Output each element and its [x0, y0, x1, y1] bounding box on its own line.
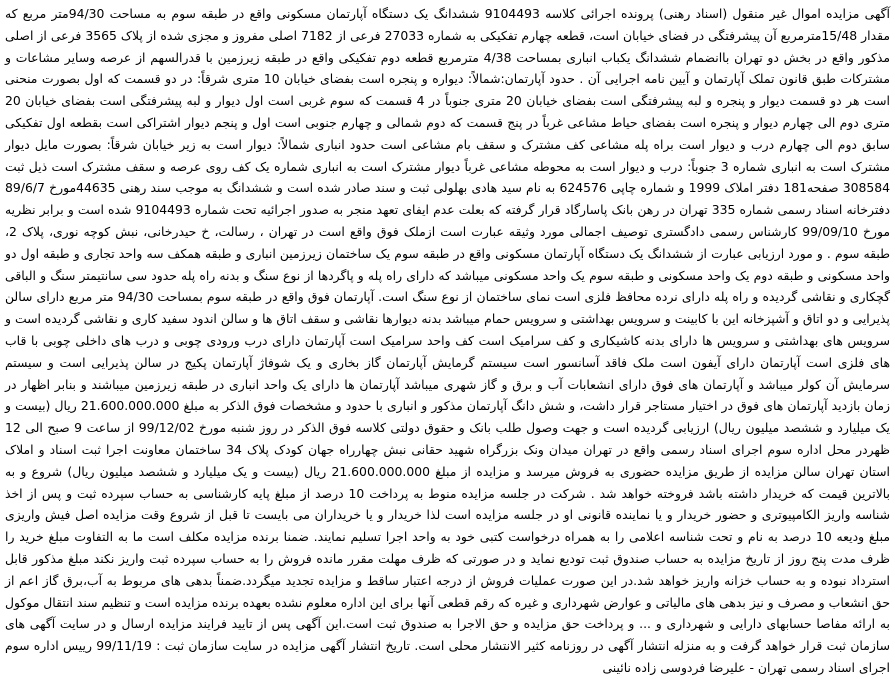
auction-notice-text: آگهی مزایده اموال غیر منقول (اسناد رهنی) پرونده اجرائی کلاسه 9104493 ششدانگ یک دستگاه آپارتمان مسکونی واقع در طبقه سوم به مساحت 94/30متر مربع که مقدار 15/48مترمربع آن پیشرفتگی در فضای خیابان است، قطعه چهارم تفکیکی به شماره 27033 فرعی از 7182 اصلی مفروز و مجزی شده از پلاک 3565 فرعی از اصلی مذکور واقع در بخش دو تهران باانضمام ششدانگ یکباب انباری بمساحت 4/38 مترمربع قطعه دوم تفکیکی واقع در طبقه زیرزمین با قدرالسهم از عرصه وسایر مشاعات و مشترکات طبق قانون تملک آپارتمان و آیین نامه اجرایی آن . حدود آپارتمان:شمالاً: دیواره و پنجره است بفضای خیابان 10 متری شرقاً: در دو قسمت که اول بصورت منحنی است هر دو قسمت دیوار و پنجره و لبه پیشرفتگی است بفضای خیابان 20 متری جنوباً در 4 قسمت که سوم غربی است اول دیوار و لبه پیشرفتگی است بفضای خیابان 20 متری دوم الی چهارم دیوار و پنجره است بفضای حیاط مشاعی غرباً در پنج قسمت که دوم شمالی و چهارم جنوبی است اول و پنجم دیوار اشتراکی است بقطعه اول تفکیکی سابق دوم الی چهارم درب و دیوار است براه پله مشاعی کف مشترک و سقف بام مشاعی است حدود انباری شمالاً: دیوار است به زیر خیابان شرقاً: بصورت مایل دیوار مشترک است به انباری شماره 3 جنوباً: درب و دیوار است به محوطه مشاعی غرباً دیوار مشترک است به انباری شماره یک کف روی عرصه و سقف مشترک است ذیل ثبت 308584 صفحه181 دفتر املاک 1999 و شماره چاپی 624576 به نام سید هادی بهلولی ثبت و سند صادر شده است و ششدانگ به موجب سند رهنی 44635مورخ 89/6/7 دفترخانه اسناد رسمی شماره 335 تهران در رهن بانک پاسارگاد قرار گرفته که بعلت عدم ایفای تعهد منجر به صدور اجرائیه تحت شماره 9104493 شده است و برابر نظریه مورخ 99/09/10 کارشناس رسمی دادگستری توصیف اجمالی مورد وثیقه عبارت است ازملک فوق واقع است در تهران ، رسالت، خ حیدرخانی، نبش کوچه نوری، پلاک 2، طبقه سوم . و مورد ارزیابی عبارت از ششدانگ یک دستگاه آپارتمان مسکونی واقع در طبقه سوم یک ساختمان زیرزمین انباری و طبقه همکف سه واحد تجاری و طبقه اول دو واحد مسکونی و طبقه دوم یک واحد مسکونی و طبقه سوم یک واحد مسکونی میباشد که دارای راه پله و پاگردها از نوع سنگ و بدنه راه پله حدود سی سانتیمتر سنگ و الباقی گچکاری و نقاشی گردیده و راه پله دارای نرده محافظ فلزی است نمای ساختمان از نوع سنگ است. آپارتمان فوق واقع در طبقه سوم بمساحت 94/30 متر مربع دارای سالن پذیرایی و دو اتاق و آشپزخانه این با کابینت و سرویس بهداشتی و سرویس حمام میباشد بدنه دیوارها نقاشی و سقف اتاق ها و سالن اندود سفید کاری و نقاشی گردیده است و سرویس های بهداشتی و سرویس ها دارای بدنه کاشیکاری و کف سرامیک است کف واحد سرامیک است آپارتمان دارای درب ورودی چوبی و درب های داخلی چوبی با قاب های فلزی است آپارتمان دارای آیفون است ملک فاقد آسانسور است سیستم گرمایش آپارتمان گاز بخاری و یک شوفاژ آپارتمان پکیج در سالن پذیرایی است و سیستم سرمایش آن کولر میباشد و آپارتمان های فوق دارای انشعابات آب و برق و گاز شهری میباشد آپارتمان ها دارای یک واحد انباری در طبقه زیرزمین میباشند و بنابر اظهار در زمان بازدید آپارتمان های فوق در اختیار مستاجر قرار داشت، و شش دانگ آپارتمان مذکور و انباری با حدود و مشخصات فوق الذکر به مبلغ 21.600.000.000 ریال (بیست و یک میلیارد و ششصد میلیون ریال) ارزیابی گردیده است و جهت وصول طلب بانک و حقوق دولتی کلاسه فوق الذکر در روز شنبه مورخ 99/12/02 از ساعت 9 صبح الی 12 ظهردر محل اداره سوم اجرای اسناد رسمی واقع در تهران میدان ونک بزرگراه شهید حقانی نبش چهارراه جهان کودک پلاک 34 ساختمان معاونت اجرا ثبت اسناد و املاک استان تهران سالن مزایده از طریق مزایده حضوری به فروش میرسد و مزایده از مبلغ 21.600.000.000 ریال (بیست و یک میلیارد و ششصد میلیون ریال) شروع و به بالاترین قیمت که خریدار داشته باشد فروخته خواهد شد . شرکت در جلسه مزایده منوط به پرداخت 10 درصد از مبلغ پایه کارشناسی به حساب سپرده ثبت و پس از اخذ شناسه واریز الکامپیوتری و حضور خریدار و یا نماینده قانونی او در جلسه مزایده است لذا خریدار و یا خریداران می بایست تا قبل از شروع وقت مزایده اصل فیش واریزی مبلغ ودیعه 10 درصد به نام و تحت شناسه اعلامی را به همراه درخواست کتبی خود به واحد اجرا تسلیم نمایند. ضمنا برنده مزایده مکلف است ما به التفاوت مبلغ خرید را ظرف مدت پنج روز از تاریخ مزایده به حساب صندوق ثبت تودیع نماید و در صورتی که ظرف مهلت مقرر مانده فروش را به حساب سپرده ثبت واریز نکند مبلغ مذکور قابل استرداد نبوده و به حساب خزانه واریز خواهد شد.در این صورت عملیات فروش از درجه اعتبار ساقط و مزایده تجدید میگردد.ضمناً بدهی های مربوط به آب،برق گاز اعم از حق انشعاب و مصرف و نیز بدهی های مالیاتی و عوارض شهرداری و غیره که رقم قطعی آنها برای این اداره معلوم نشده بعهده برنده مزایده است و تنظیم سند انتقال موکول به ارائه مفاصا حسابهای دارایی و شهرداری و ... و پرداخت حق مزایده و حق الاجرا به صندوق ثبت است.این آگهی پس از تایید فرایند مزایده ارسال و در سایت آگهی های سازمان ثبت قرار خواهد گرفت و به منزله انتشار آگهی در روزنامه کثیر الانتشار محلی است. تاریخ انتشار آگهی مزایده در سایت سازمان ثبت : 99/11/19 رییس اداره سوم اجرای اسناد رسمی تهران - علیرضا فردوسی زاده نائینی [5, 6, 891, 675]
